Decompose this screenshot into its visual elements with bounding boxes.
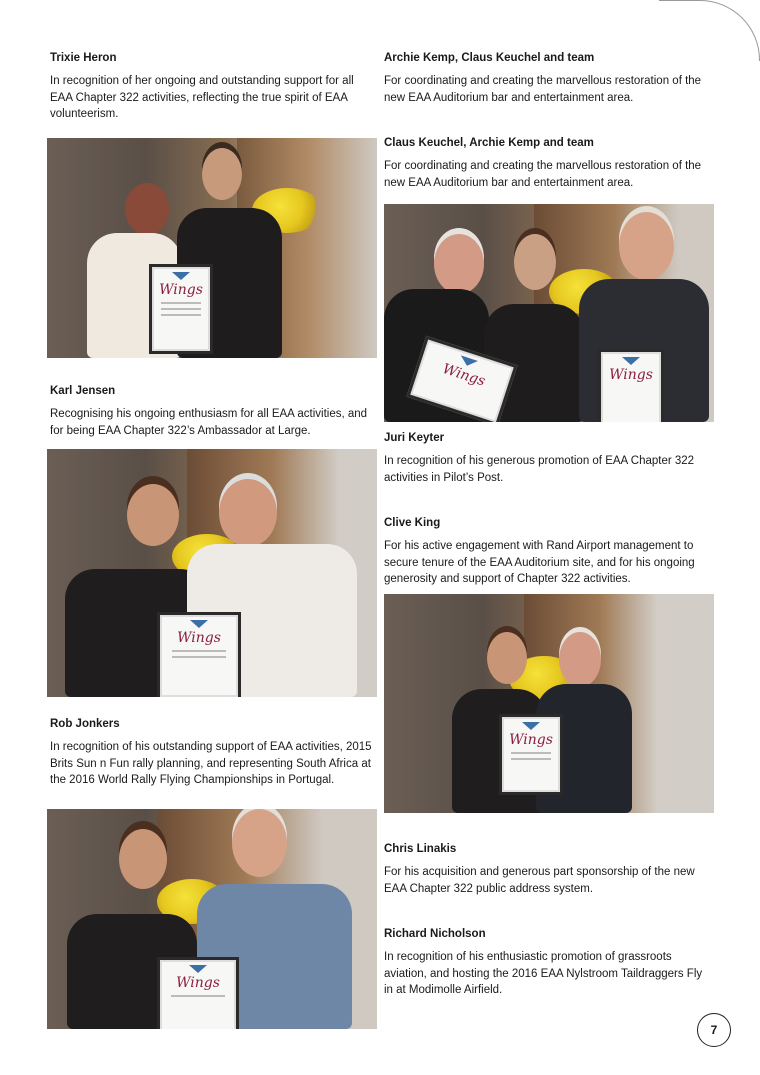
award-entry-rob-jonkers xyxy=(50,718,375,789)
award-text: In recognition of his outstanding support of EAA activities, 2015 Brits Sun n Fun rally planning, and representing South Africa at the 2016 World Rally Flying Championships in Portugal. xyxy=(50,741,372,786)
award-name: Richard Nicholson xyxy=(384,928,486,940)
page-number: 7 xyxy=(697,1013,731,1047)
award-entry-chris-linakis xyxy=(384,843,714,897)
award-text: Recognising his ongoing enthusiasm for all EAA activities, and for being EAA Chapter 322’s Ambassador at Large. xyxy=(50,408,368,437)
award-name: Archie Kemp, Claus Keuchel and team xyxy=(384,52,595,64)
certificate xyxy=(598,349,664,422)
award-name: Trixie Heron xyxy=(50,52,117,64)
certificate-title: Wings xyxy=(177,630,221,646)
photo-trixie-heron xyxy=(47,138,377,358)
logo-icon xyxy=(189,965,207,973)
award-entry-juri-keyter xyxy=(384,432,714,486)
award-entry-karl-jensen xyxy=(50,385,375,439)
award-entry-clive-king xyxy=(384,517,714,588)
award-name: Chris Linakis xyxy=(384,843,457,855)
award-name: Clive King xyxy=(384,517,441,529)
certificate-title: Wings xyxy=(176,975,220,991)
certificate-title: Wings xyxy=(509,732,553,748)
logo-icon xyxy=(522,722,540,730)
photo-karl-jensen xyxy=(47,449,377,697)
certificate-title: Wings xyxy=(440,360,488,390)
logo-icon xyxy=(172,272,190,280)
award-text: For his acquisition and generous part sponsorship of the new EAA Chapter 322 public address system. xyxy=(384,866,695,895)
certificate-title: Wings xyxy=(609,367,653,383)
award-entry-trixie-heron xyxy=(50,52,375,123)
award-text: For coordinating and creating the marvellous restoration of the new EAA Auditorium bar and entertainment area. xyxy=(384,160,702,189)
certificate xyxy=(157,957,239,1029)
logo-icon xyxy=(190,620,208,628)
photo-rob-jonkers xyxy=(47,809,377,1029)
award-entry-claus-keuchel xyxy=(384,137,714,191)
award-text: In recognition of her ongoing and outstanding support for all EAA Chapter 322 activities, reflecting the true spirit of EAA volunteerism. xyxy=(50,75,354,120)
award-name: Karl Jensen xyxy=(50,385,116,397)
award-entry-richard-nicholson xyxy=(384,928,714,999)
award-text: For his active engagement with Rand Airport management to secure tenure of the EAA Auditorium site, and for his ongoing generosity and support of Chapter 322 activities. xyxy=(384,540,695,585)
certificate xyxy=(157,612,241,697)
certificate xyxy=(149,264,213,354)
award-name: Claus Keuchel, Archie Kemp and team xyxy=(384,137,594,149)
award-text: For coordinating and creating the marvellous restoration of the new EAA Auditorium bar and entertainment area. xyxy=(384,75,702,104)
logo-icon xyxy=(622,357,640,365)
photo-clive-king xyxy=(384,594,714,813)
photo-archie-kemp-claus-keuchel xyxy=(384,204,714,422)
award-name: Juri Keyter xyxy=(384,432,445,444)
award-text: In recognition of his generous promotion of EAA Chapter 322 activities in Pilot’s Post. xyxy=(384,455,695,484)
award-name: Rob Jonkers xyxy=(50,718,120,730)
award-entry-archie-kemp xyxy=(384,52,714,106)
certificate xyxy=(499,714,563,795)
award-text: In recognition of his enthusiastic promotion of grassroots aviation, and hosting the 2016 EAA Nylstroom Taildraggers Fly in at Modimolle Airfield. xyxy=(384,951,703,996)
certificate-title: Wings xyxy=(159,282,203,298)
